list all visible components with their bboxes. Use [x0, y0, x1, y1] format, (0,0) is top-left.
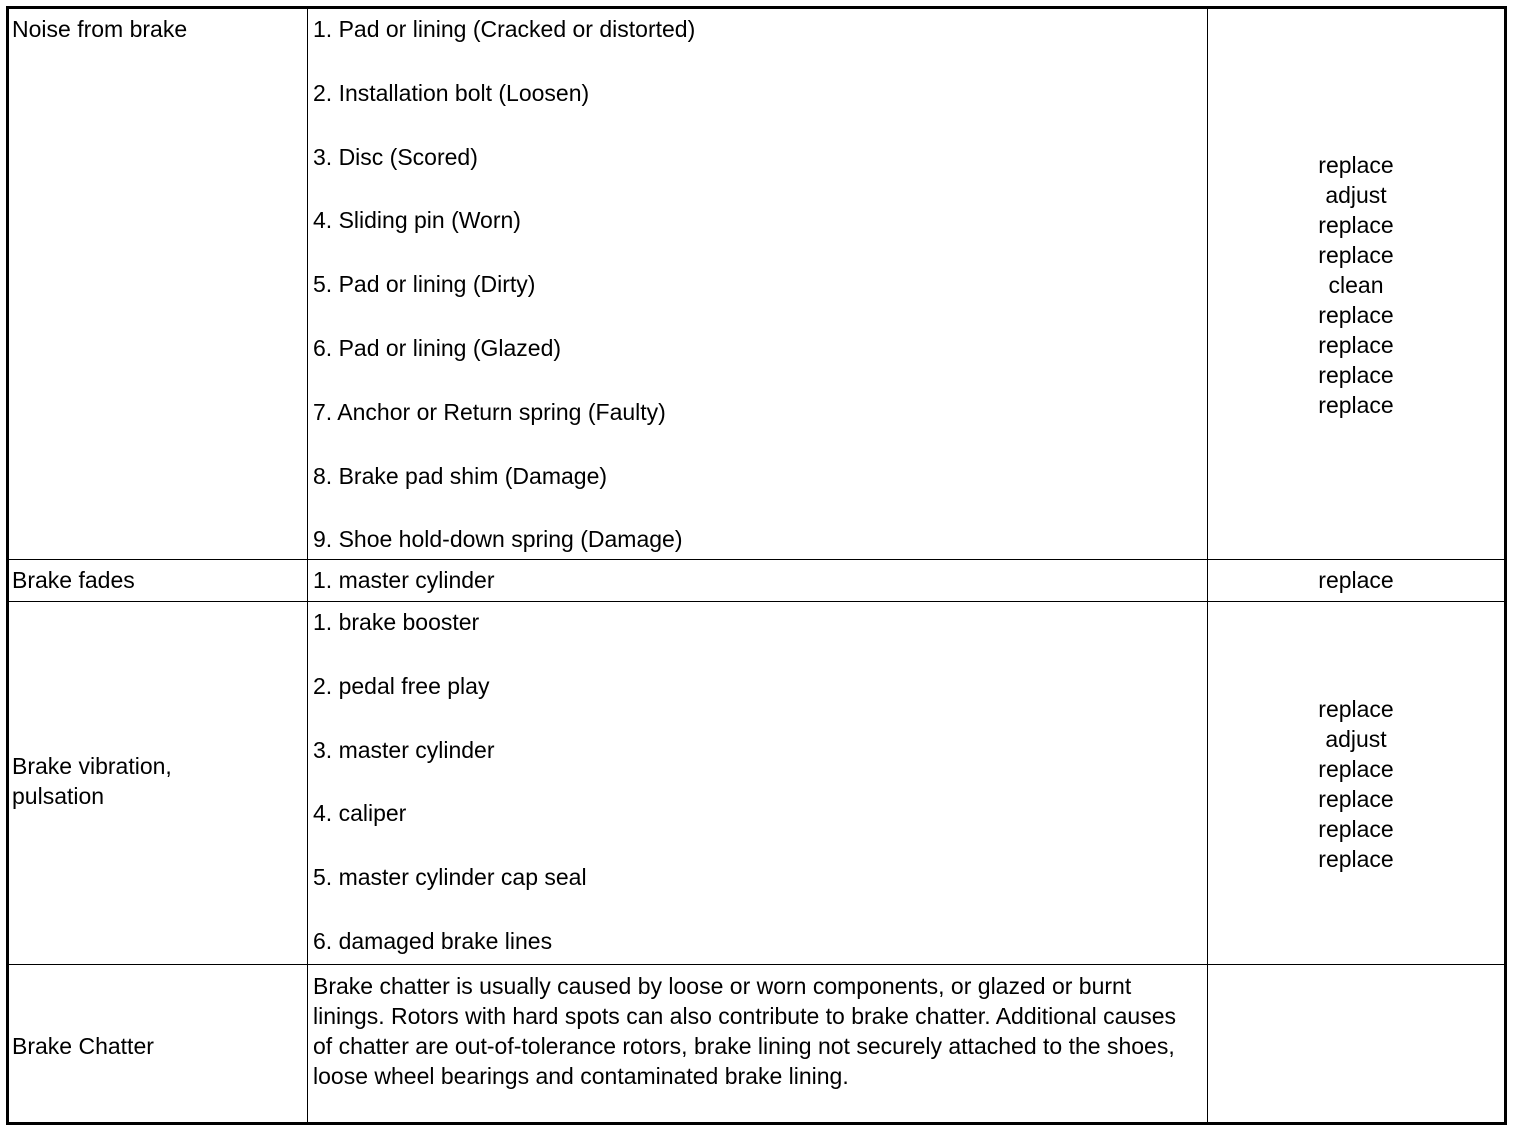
- action-item: replace: [1318, 332, 1394, 358]
- symptom-cell: [9, 9, 308, 559]
- action-cell: [1208, 965, 1504, 1125]
- action-item: replace: [1318, 302, 1394, 328]
- cause-cell: [308, 9, 1208, 559]
- cause-item: 1. brake booster: [313, 609, 480, 635]
- action-item: replace: [1318, 786, 1394, 812]
- action-cell: [1208, 602, 1504, 964]
- cause-item: 2. pedal free play: [313, 672, 490, 699]
- symptom-cell: [9, 602, 308, 964]
- action-item: replace: [1318, 392, 1394, 418]
- symptom-label: Brake fades: [12, 567, 135, 593]
- action-cell: [1208, 560, 1504, 601]
- cause-item: 4. caliper: [313, 800, 407, 827]
- table-row: [9, 602, 1504, 965]
- cause-cell: [308, 560, 1208, 601]
- cause-description: Brake chatter is usually caused by loose or worn components, or glazed or burnt linings. Rotors with hard spots can also contribute to brake chatter. Additional causes of chatter are out-of-tolerance rotors, brake lining not securely attached to the shoes, loose wheel bearings and contaminated brake lining.: [313, 973, 1176, 1089]
- cause-item: 5. master cylinder cap seal: [313, 864, 587, 891]
- cause-cell: [308, 602, 1208, 964]
- cause-item: 7. Anchor or Return spring (Faulty): [313, 398, 666, 425]
- action-item: replace: [1318, 756, 1394, 782]
- symptom-label: Noise from brake: [12, 16, 188, 42]
- cause-item: 2. Installation bolt (Loosen): [313, 79, 590, 106]
- action-item: replace: [1318, 242, 1394, 268]
- action-item: replace: [1318, 152, 1394, 178]
- action-item: adjust: [1325, 726, 1387, 752]
- cause-item: 1. master cylinder: [313, 567, 495, 593]
- table-row: [9, 560, 1504, 602]
- action-item: replace: [1318, 362, 1394, 388]
- action-item: replace: [1318, 212, 1394, 238]
- cause-item: 6. Pad or lining (Glazed): [313, 334, 562, 361]
- action-item: replace: [1318, 696, 1394, 722]
- brake-troubleshooting-table: [6, 6, 1507, 1125]
- cause-item: 5. Pad or lining (Dirty): [313, 271, 536, 298]
- cause-item: 3. Disc (Scored): [313, 143, 478, 170]
- action-item: replace: [1318, 567, 1394, 593]
- cause-item: 3. master cylinder: [313, 736, 495, 763]
- symptom-cell: [9, 965, 308, 1125]
- cause-cell: [308, 965, 1208, 1125]
- cause-item: 1. Pad or lining (Cracked or distorted): [313, 16, 696, 42]
- symptom-cell: [9, 560, 308, 601]
- cause-item: 4. Sliding pin (Worn): [313, 207, 521, 234]
- symptom-label: Brake Chatter: [12, 1033, 154, 1059]
- symptom-label: Brake vibration, pulsation: [12, 753, 172, 809]
- cause-item: 8. Brake pad shim (Damage): [313, 462, 608, 489]
- action-cell: [1208, 9, 1504, 559]
- action-item: clean: [1328, 272, 1384, 298]
- cause-item: 6. damaged brake lines: [313, 927, 553, 954]
- table-row: [9, 9, 1504, 560]
- cause-item: 9. Shoe hold-down spring (Damage): [313, 526, 683, 553]
- table-row: [9, 965, 1504, 1125]
- action-item: adjust: [1325, 182, 1387, 208]
- action-item: replace: [1318, 846, 1394, 872]
- action-item: replace: [1318, 816, 1394, 842]
